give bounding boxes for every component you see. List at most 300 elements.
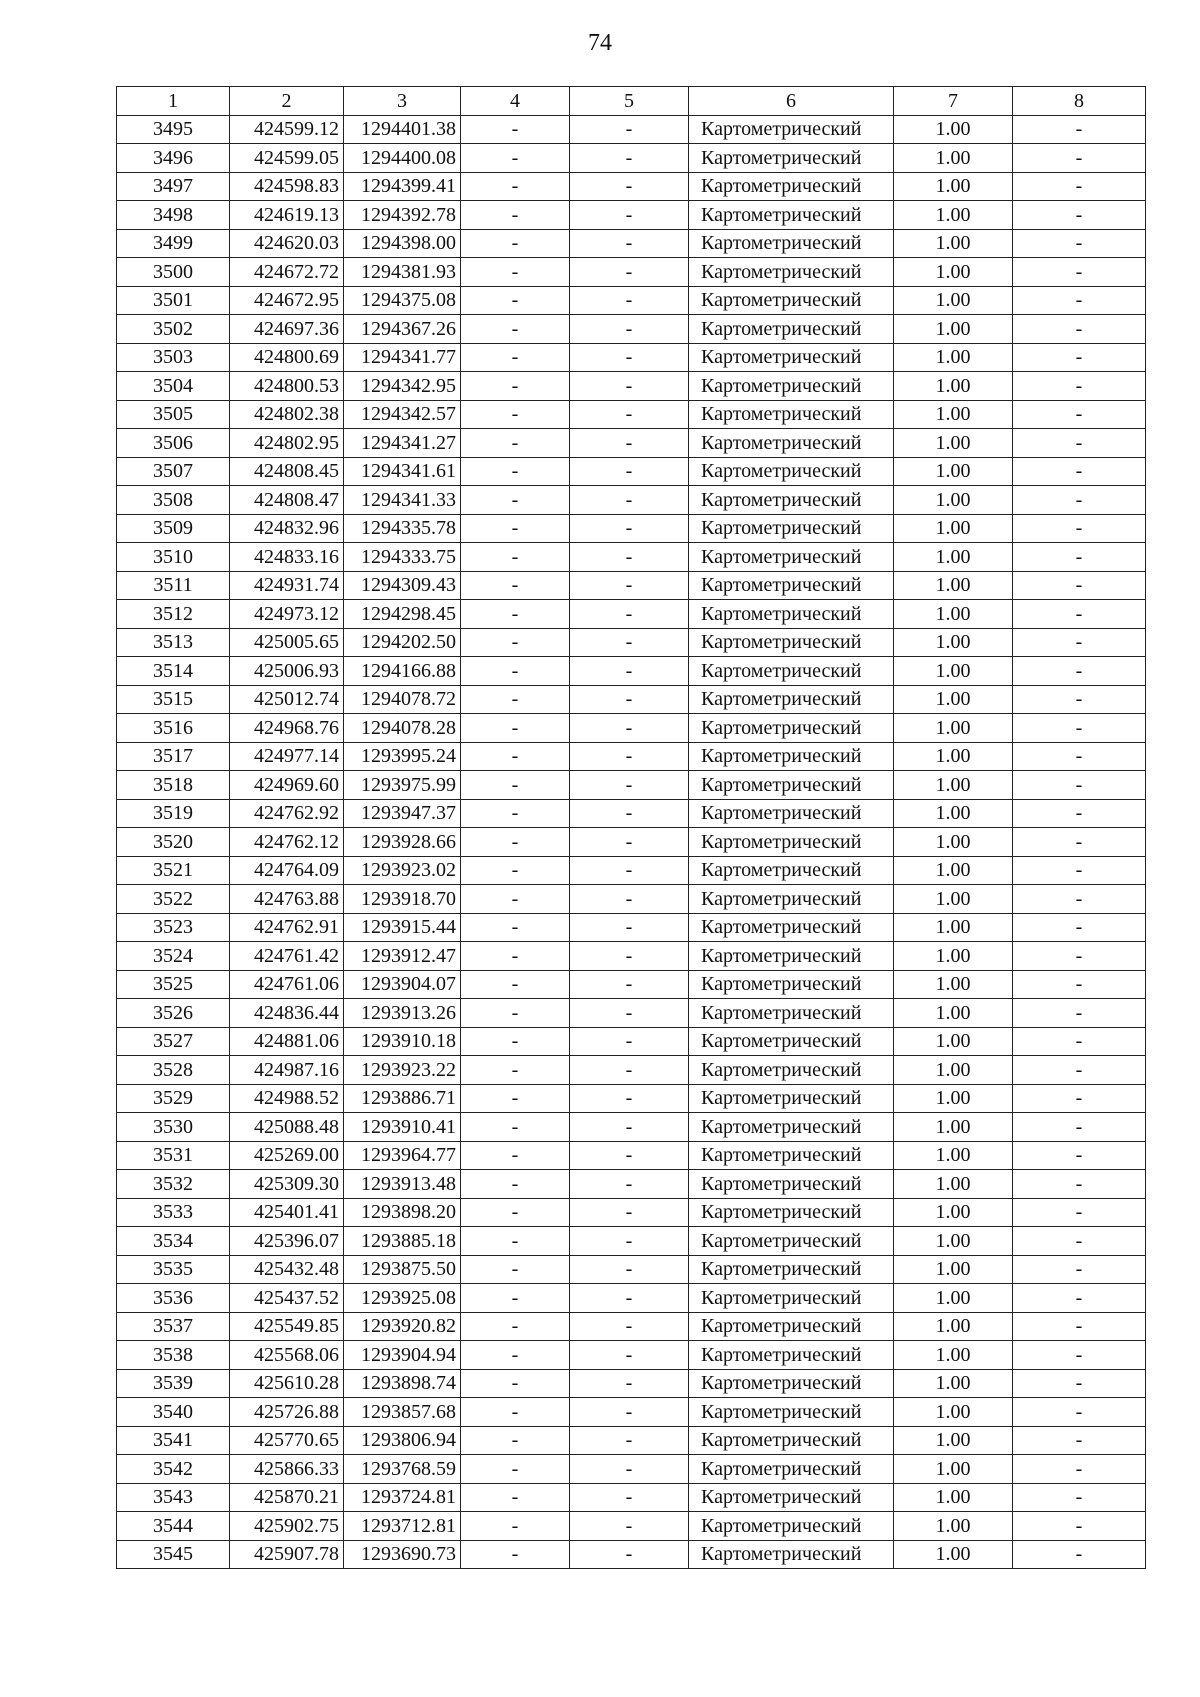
point-number-cell: 3522 [117,885,230,914]
column-4-cell: - [461,913,570,942]
method-cell: Картометрический [689,571,894,600]
table-row [117,1426,1146,1455]
column-4-cell: - [461,543,570,572]
accuracy-cell: 1.00 [894,543,1013,572]
column-8-cell: - [1013,457,1146,486]
y-coordinate-cell: 1293690.73 [344,1540,461,1569]
column-header-7: 7 [894,87,1013,116]
column-5-cell: - [570,514,689,543]
column-5-cell: - [570,885,689,914]
accuracy-cell: 1.00 [894,1540,1013,1569]
method-cell: Картометрический [689,1113,894,1142]
accuracy-cell: 1.00 [894,1341,1013,1370]
x-coordinate-cell: 425866.33 [230,1455,344,1484]
point-number-cell: 3507 [117,457,230,486]
table-row [117,1369,1146,1398]
column-8-cell: - [1013,1398,1146,1427]
accuracy-cell: 1.00 [894,315,1013,344]
y-coordinate-cell: 1294341.27 [344,429,461,458]
column-8-cell: - [1013,1141,1146,1170]
point-number-cell: 3504 [117,372,230,401]
column-5-cell: - [570,714,689,743]
column-8-cell: - [1013,115,1146,144]
accuracy-cell: 1.00 [894,372,1013,401]
y-coordinate-cell: 1293885.18 [344,1227,461,1256]
table-row [117,600,1146,629]
x-coordinate-cell: 424802.38 [230,400,344,429]
y-coordinate-cell: 1293904.07 [344,970,461,999]
y-coordinate-cell: 1293923.02 [344,856,461,885]
point-number-cell: 3545 [117,1540,230,1569]
table-row [117,514,1146,543]
y-coordinate-cell: 1294398.00 [344,229,461,258]
accuracy-cell: 1.00 [894,343,1013,372]
accuracy-cell: 1.00 [894,1398,1013,1427]
method-cell: Картометрический [689,115,894,144]
column-5-cell: - [570,1341,689,1370]
y-coordinate-cell: 1293898.74 [344,1369,461,1398]
method-cell: Картометрический [689,1312,894,1341]
accuracy-cell: 1.00 [894,201,1013,230]
method-cell: Картометрический [689,514,894,543]
column-8-cell: - [1013,1084,1146,1113]
table-row [117,1312,1146,1341]
method-cell: Картометрический [689,286,894,315]
column-4-cell: - [461,1056,570,1085]
column-5-cell: - [570,1113,689,1142]
y-coordinate-cell: 1294400.08 [344,144,461,173]
point-number-cell: 3503 [117,343,230,372]
column-4-cell: - [461,115,570,144]
column-4-cell: - [461,286,570,315]
y-coordinate-cell: 1294335.78 [344,514,461,543]
y-coordinate-cell: 1293904.94 [344,1341,461,1370]
y-coordinate-cell: 1294392.78 [344,201,461,230]
column-5-cell: - [570,429,689,458]
method-cell: Картометрический [689,1255,894,1284]
point-number-cell: 3519 [117,799,230,828]
table-row [117,400,1146,429]
y-coordinate-cell: 1293886.71 [344,1084,461,1113]
point-number-cell: 3530 [117,1113,230,1142]
point-number-cell: 3538 [117,1341,230,1370]
accuracy-cell: 1.00 [894,657,1013,686]
column-5-cell: - [570,1027,689,1056]
column-5-cell: - [570,657,689,686]
accuracy-cell: 1.00 [894,229,1013,258]
x-coordinate-cell: 424832.96 [230,514,344,543]
column-5-cell: - [570,970,689,999]
column-8-cell: - [1013,1056,1146,1085]
column-5-cell: - [570,1312,689,1341]
accuracy-cell: 1.00 [894,172,1013,201]
method-cell: Картометрический [689,885,894,914]
column-4-cell: - [461,970,570,999]
column-4-cell: - [461,429,570,458]
table-row [117,828,1146,857]
column-5-cell: - [570,1198,689,1227]
accuracy-cell: 1.00 [894,571,1013,600]
column-5-cell: - [570,229,689,258]
method-cell: Картометрический [689,1084,894,1113]
column-5-cell: - [570,1483,689,1512]
x-coordinate-cell: 424697.36 [230,315,344,344]
column-4-cell: - [461,486,570,515]
point-number-cell: 3517 [117,742,230,771]
column-5-cell: - [570,1084,689,1113]
accuracy-cell: 1.00 [894,258,1013,287]
column-8-cell: - [1013,628,1146,657]
x-coordinate-cell: 424762.92 [230,799,344,828]
y-coordinate-cell: 1294298.45 [344,600,461,629]
accuracy-cell: 1.00 [894,742,1013,771]
x-coordinate-cell: 424672.72 [230,258,344,287]
column-4-cell: - [461,1255,570,1284]
column-5-cell: - [570,1426,689,1455]
point-number-cell: 3500 [117,258,230,287]
column-4-cell: - [461,315,570,344]
x-coordinate-cell: 425437.52 [230,1284,344,1313]
accuracy-cell: 1.00 [894,828,1013,857]
accuracy-cell: 1.00 [894,1426,1013,1455]
column-8-cell: - [1013,600,1146,629]
method-cell: Картометрический [689,429,894,458]
column-5-cell: - [570,828,689,857]
x-coordinate-cell: 425396.07 [230,1227,344,1256]
column-5-cell: - [570,144,689,173]
table-row [117,771,1146,800]
point-number-cell: 3537 [117,1312,230,1341]
column-5-cell: - [570,1255,689,1284]
point-number-cell: 3536 [117,1284,230,1313]
table-row [117,942,1146,971]
accuracy-cell: 1.00 [894,1056,1013,1085]
x-coordinate-cell: 424598.83 [230,172,344,201]
point-number-cell: 3518 [117,771,230,800]
column-4-cell: - [461,1312,570,1341]
column-8-cell: - [1013,913,1146,942]
accuracy-cell: 1.00 [894,1483,1013,1512]
method-cell: Картометрический [689,486,894,515]
method-cell: Картометрический [689,1170,894,1199]
method-cell: Картометрический [689,1284,894,1313]
table-row [117,1084,1146,1113]
table-row [117,970,1146,999]
method-cell: Картометрический [689,144,894,173]
table-row [117,1255,1146,1284]
table-body [117,115,1146,1569]
column-8-cell: - [1013,856,1146,885]
column-5-cell: - [570,486,689,515]
x-coordinate-cell: 425907.78 [230,1540,344,1569]
table-row [117,315,1146,344]
column-4-cell: - [461,229,570,258]
column-8-cell: - [1013,1455,1146,1484]
method-cell: Картометрический [689,628,894,657]
accuracy-cell: 1.00 [894,600,1013,629]
y-coordinate-cell: 1294333.75 [344,543,461,572]
method-cell: Картометрический [689,856,894,885]
column-5-cell: - [570,1284,689,1313]
method-cell: Картометрический [689,1369,894,1398]
y-coordinate-cell: 1293768.59 [344,1455,461,1484]
column-4-cell: - [461,828,570,857]
column-4-cell: - [461,1369,570,1398]
column-4-cell: - [461,1084,570,1113]
accuracy-cell: 1.00 [894,1455,1013,1484]
point-number-cell: 3535 [117,1255,230,1284]
point-number-cell: 3526 [117,999,230,1028]
column-4-cell: - [461,1398,570,1427]
accuracy-cell: 1.00 [894,1227,1013,1256]
column-4-cell: - [461,172,570,201]
column-8-cell: - [1013,1284,1146,1313]
column-header-1: 1 [117,87,230,116]
column-8-cell: - [1013,970,1146,999]
column-5-cell: - [570,771,689,800]
method-cell: Картометрический [689,229,894,258]
y-coordinate-cell: 1294342.57 [344,400,461,429]
table-row [117,913,1146,942]
y-coordinate-cell: 1293918.70 [344,885,461,914]
method-cell: Картометрический [689,1483,894,1512]
method-cell: Картометрический [689,999,894,1028]
y-coordinate-cell: 1293875.50 [344,1255,461,1284]
table-row [117,1056,1146,1085]
column-4-cell: - [461,1198,570,1227]
table-row [117,856,1146,885]
column-5-cell: - [570,315,689,344]
column-4-cell: - [461,799,570,828]
table-row [117,885,1146,914]
table-row [117,486,1146,515]
method-cell: Картометрический [689,1398,894,1427]
accuracy-cell: 1.00 [894,999,1013,1028]
y-coordinate-cell: 1293898.20 [344,1198,461,1227]
column-8-cell: - [1013,657,1146,686]
column-4-cell: - [461,742,570,771]
method-cell: Картометрический [689,657,894,686]
column-8-cell: - [1013,1227,1146,1256]
table-header [117,87,1146,116]
y-coordinate-cell: 1293975.99 [344,771,461,800]
x-coordinate-cell: 424761.06 [230,970,344,999]
column-8-cell: - [1013,429,1146,458]
column-8-cell: - [1013,1426,1146,1455]
accuracy-cell: 1.00 [894,799,1013,828]
column-4-cell: - [461,1483,570,1512]
table-row [117,543,1146,572]
point-number-cell: 3502 [117,315,230,344]
column-4-cell: - [461,771,570,800]
x-coordinate-cell: 425902.75 [230,1512,344,1541]
column-5-cell: - [570,1398,689,1427]
y-coordinate-cell: 1293712.81 [344,1512,461,1541]
column-4-cell: - [461,628,570,657]
method-cell: Картометрический [689,1056,894,1085]
table-row [117,229,1146,258]
method-cell: Картометрический [689,543,894,572]
header-row [117,87,1146,116]
table-row [117,343,1146,372]
y-coordinate-cell: 1293995.24 [344,742,461,771]
point-number-cell: 3534 [117,1227,230,1256]
method-cell: Картометрический [689,315,894,344]
table-row [117,628,1146,657]
x-coordinate-cell: 424808.47 [230,486,344,515]
column-4-cell: - [461,514,570,543]
column-4-cell: - [461,999,570,1028]
y-coordinate-cell: 1293857.68 [344,1398,461,1427]
column-8-cell: - [1013,942,1146,971]
y-coordinate-cell: 1293910.18 [344,1027,461,1056]
x-coordinate-cell: 424620.03 [230,229,344,258]
method-cell: Картометрический [689,828,894,857]
point-number-cell: 3513 [117,628,230,657]
column-4-cell: - [461,343,570,372]
x-coordinate-cell: 424599.12 [230,115,344,144]
table-row [117,1141,1146,1170]
y-coordinate-cell: 1294342.95 [344,372,461,401]
column-8-cell: - [1013,144,1146,173]
column-8-cell: - [1013,229,1146,258]
column-4-cell: - [461,1170,570,1199]
x-coordinate-cell: 424619.13 [230,201,344,230]
x-coordinate-cell: 424836.44 [230,999,344,1028]
accuracy-cell: 1.00 [894,400,1013,429]
point-number-cell: 3515 [117,685,230,714]
y-coordinate-cell: 1294375.08 [344,286,461,315]
column-8-cell: - [1013,1113,1146,1142]
table-row [117,999,1146,1028]
column-header-5: 5 [570,87,689,116]
column-4-cell: - [461,856,570,885]
column-8-cell: - [1013,1198,1146,1227]
column-5-cell: - [570,571,689,600]
column-5-cell: - [570,543,689,572]
method-cell: Картометрический [689,343,894,372]
point-number-cell: 3511 [117,571,230,600]
table-row [117,286,1146,315]
table-row [117,115,1146,144]
coordinates-table [116,86,1146,1569]
accuracy-cell: 1.00 [894,1369,1013,1398]
column-5-cell: - [570,942,689,971]
column-5-cell: - [570,457,689,486]
method-cell: Картометрический [689,1341,894,1370]
y-coordinate-cell: 1294399.41 [344,172,461,201]
accuracy-cell: 1.00 [894,714,1013,743]
method-cell: Картометрический [689,201,894,230]
point-number-cell: 3531 [117,1141,230,1170]
x-coordinate-cell: 425401.41 [230,1198,344,1227]
x-coordinate-cell: 424672.95 [230,286,344,315]
accuracy-cell: 1.00 [894,1170,1013,1199]
y-coordinate-cell: 1293923.22 [344,1056,461,1085]
x-coordinate-cell: 424833.16 [230,543,344,572]
column-8-cell: - [1013,685,1146,714]
table-row [117,1227,1146,1256]
column-4-cell: - [461,400,570,429]
accuracy-cell: 1.00 [894,1284,1013,1313]
y-coordinate-cell: 1294341.61 [344,457,461,486]
column-header-8: 8 [1013,87,1146,116]
table-row [117,144,1146,173]
column-4-cell: - [461,1426,570,1455]
column-5-cell: - [570,1540,689,1569]
point-number-cell: 3501 [117,286,230,315]
method-cell: Картометрический [689,1540,894,1569]
table-row [117,799,1146,828]
x-coordinate-cell: 425005.65 [230,628,344,657]
table-row [117,1198,1146,1227]
y-coordinate-cell: 1294166.88 [344,657,461,686]
point-number-cell: 3525 [117,970,230,999]
accuracy-cell: 1.00 [894,856,1013,885]
x-coordinate-cell: 424599.05 [230,144,344,173]
column-5-cell: - [570,400,689,429]
accuracy-cell: 1.00 [894,144,1013,173]
method-cell: Картометрический [689,400,894,429]
point-number-cell: 3539 [117,1369,230,1398]
y-coordinate-cell: 1294202.50 [344,628,461,657]
column-5-cell: - [570,1170,689,1199]
column-8-cell: - [1013,372,1146,401]
y-coordinate-cell: 1294341.33 [344,486,461,515]
x-coordinate-cell: 424762.91 [230,913,344,942]
column-5-cell: - [570,115,689,144]
x-coordinate-cell: 425726.88 [230,1398,344,1427]
point-number-cell: 3533 [117,1198,230,1227]
accuracy-cell: 1.00 [894,942,1013,971]
column-5-cell: - [570,172,689,201]
method-cell: Картометрический [689,1027,894,1056]
column-4-cell: - [461,1141,570,1170]
point-number-cell: 3497 [117,172,230,201]
y-coordinate-cell: 1294341.77 [344,343,461,372]
accuracy-cell: 1.00 [894,1027,1013,1056]
point-number-cell: 3509 [117,514,230,543]
point-number-cell: 3506 [117,429,230,458]
y-coordinate-cell: 1293913.48 [344,1170,461,1199]
column-4-cell: - [461,144,570,173]
accuracy-cell: 1.00 [894,771,1013,800]
point-number-cell: 3496 [117,144,230,173]
column-4-cell: - [461,685,570,714]
table-row [117,172,1146,201]
x-coordinate-cell: 424968.76 [230,714,344,743]
y-coordinate-cell: 1294078.28 [344,714,461,743]
column-4-cell: - [461,258,570,287]
point-number-cell: 3540 [117,1398,230,1427]
y-coordinate-cell: 1293724.81 [344,1483,461,1512]
column-5-cell: - [570,372,689,401]
x-coordinate-cell: 424931.74 [230,571,344,600]
y-coordinate-cell: 1293913.26 [344,999,461,1028]
point-number-cell: 3528 [117,1056,230,1085]
x-coordinate-cell: 425012.74 [230,685,344,714]
method-cell: Картометрический [689,1512,894,1541]
table-row [117,1113,1146,1142]
column-4-cell: - [461,1341,570,1370]
table-row [117,201,1146,230]
x-coordinate-cell: 424969.60 [230,771,344,800]
column-5-cell: - [570,742,689,771]
x-coordinate-cell: 425006.93 [230,657,344,686]
column-4-cell: - [461,372,570,401]
table-row [117,372,1146,401]
page-number: 74 [588,30,612,56]
